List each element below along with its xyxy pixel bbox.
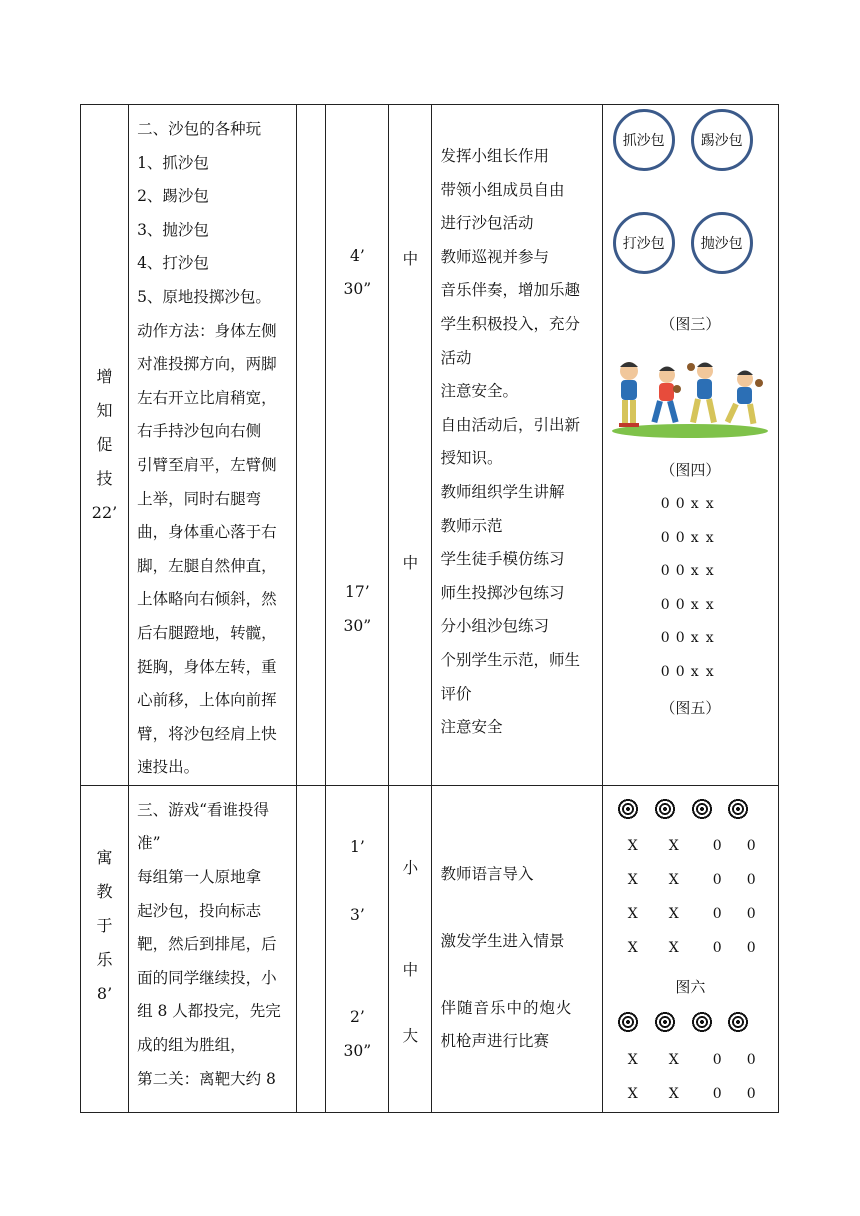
text-line: 心前移，上体向前挥 xyxy=(137,691,277,710)
formation-mark: x xyxy=(690,529,699,546)
time-cell xyxy=(326,785,389,1112)
method-line: 伴随音乐中的炮火 xyxy=(440,998,573,1017)
formation-mark: 0 xyxy=(675,496,685,512)
text-line: 带领小组成员自由 xyxy=(440,180,565,199)
text-line: 分小组沙包练习 xyxy=(440,617,549,636)
team-mark: 0 xyxy=(746,905,756,922)
text-line: 教师组织学生讲解 xyxy=(440,482,565,501)
text-line: 第二关：离靶大约 8 xyxy=(137,1069,276,1088)
intensity-value: 中 xyxy=(402,554,419,572)
content-cell xyxy=(129,105,297,786)
text-line: 后右腿蹬地，转髋， xyxy=(137,623,277,642)
team-mark: X xyxy=(668,837,679,854)
content-text xyxy=(129,786,296,1096)
intensity-value: 大 xyxy=(402,1026,419,1045)
text-line: 活动 xyxy=(440,348,472,367)
text-line: 左右开立比肩稍宽， xyxy=(137,388,277,407)
blank-cell xyxy=(297,105,326,786)
text-line: 5、原地投掷沙包。 xyxy=(137,287,271,306)
text-line: 注意安全。 xyxy=(440,382,518,401)
intensity-value: 小 xyxy=(402,858,419,877)
time-cell xyxy=(326,105,389,786)
team-mark: X xyxy=(627,905,638,922)
stage-cell xyxy=(81,785,129,1112)
formation-mark: x xyxy=(690,664,699,680)
text-line: 2、踢沙包 xyxy=(137,187,209,206)
method-line: 教师语言导入 xyxy=(440,864,534,883)
text-line: 挺胸，身体左转，重 xyxy=(137,657,277,676)
formation-mark: x xyxy=(690,563,699,580)
child-figure xyxy=(651,367,681,424)
intensity-value: 中 xyxy=(402,960,419,979)
team-mark: X xyxy=(668,1085,679,1102)
text-line: 动作方法：身体左侧 xyxy=(137,321,277,340)
formation-row xyxy=(661,597,721,613)
text-line: 学生积极投入，充分 xyxy=(440,314,580,333)
formation-mark: x xyxy=(690,630,699,647)
formation-mark: 0 xyxy=(675,664,685,680)
formation-row xyxy=(661,664,721,680)
text-line: 教师示范 xyxy=(440,516,503,535)
text-line: 脚，左腿自然伸直， xyxy=(137,556,277,575)
method-line: 激发学生进入情景 xyxy=(440,931,565,950)
figure-caption: 图六 xyxy=(675,977,706,996)
text-line: 靶，然后到排尾，后 xyxy=(137,935,277,954)
team-mark: X xyxy=(627,1085,638,1102)
formation-mark: 0 xyxy=(660,496,670,512)
formation-mark: 0 xyxy=(660,529,670,546)
figure-cell xyxy=(602,105,778,786)
team-mark: X xyxy=(627,1051,638,1068)
text-line: 右手持沙包向右侧 xyxy=(137,422,262,441)
target-icon xyxy=(617,1011,639,1033)
formation-mark: 0 xyxy=(660,563,670,580)
formation-mark: 0 xyxy=(660,630,670,647)
content-cell xyxy=(129,785,297,1112)
text-line: 二、沙包的各种玩 xyxy=(137,120,262,138)
child-figure xyxy=(725,371,763,425)
text-line: 起沙包，投向标志 xyxy=(137,901,262,920)
text-line: 评价 xyxy=(440,684,472,703)
target-icon xyxy=(727,1011,749,1033)
content-text xyxy=(129,105,296,785)
text-line: 组 8 人都投完，先完 xyxy=(137,1002,281,1021)
team-mark: 0 xyxy=(712,837,722,854)
target-icon xyxy=(654,1011,676,1033)
text-line: 学生徒手模仿练习 xyxy=(440,550,565,569)
text-line: 授知识。 xyxy=(440,449,503,468)
formation-mark: x xyxy=(705,596,714,613)
formation-mark: x xyxy=(705,630,714,647)
figure-caption: （图四） xyxy=(660,461,721,479)
table-row xyxy=(81,105,779,786)
formation-row xyxy=(661,630,721,646)
stage-char: 22’ xyxy=(91,503,118,522)
blank-cell xyxy=(297,785,326,1112)
lesson-plan-table xyxy=(80,104,779,1113)
method-line: 机枪声进行比赛 xyxy=(440,1031,549,1050)
formation-row xyxy=(661,530,721,546)
text-line: 三、游戏“看谁投得 xyxy=(137,800,269,819)
time-value: 1’ xyxy=(349,837,365,856)
stage-char: 知 xyxy=(96,401,113,420)
text-line: 1、抓沙包 xyxy=(137,153,209,172)
team-mark: 0 xyxy=(712,1051,722,1068)
child-figure xyxy=(687,363,717,424)
circle-grab: 抓沙包 xyxy=(613,109,675,171)
text-line: 注意安全 xyxy=(440,718,503,737)
formation-mark: 0 xyxy=(660,664,670,680)
circle-toss: 抛沙包 xyxy=(691,212,753,274)
intensity-value: 中 xyxy=(402,250,419,268)
team-mark: X xyxy=(668,905,679,922)
team-mark: X xyxy=(627,939,638,956)
text-line: 自由活动后，引出新 xyxy=(440,415,580,434)
text-line: 引臂至肩平，左臂侧 xyxy=(137,455,277,474)
stage-char: 教 xyxy=(96,881,113,901)
method-text xyxy=(432,105,601,745)
team-mark: 0 xyxy=(712,939,722,956)
formation-mark: 0 xyxy=(675,630,685,647)
stage-char: 8’ xyxy=(96,983,113,1003)
stage-char: 于 xyxy=(96,915,113,935)
text-line: 臂，将沙包经肩上快 xyxy=(137,724,277,743)
time-value: 3’ xyxy=(349,905,365,924)
formation-mark: 0 xyxy=(675,529,685,546)
stage-char: 技 xyxy=(96,469,113,488)
team-mark: 0 xyxy=(746,837,756,854)
circle-kick: 踢沙包 xyxy=(691,109,753,171)
text-line: 上体略向右倾斜，然 xyxy=(137,590,277,609)
time-value: 30” xyxy=(343,280,372,298)
team-mark: X xyxy=(668,939,679,956)
stage-char: 促 xyxy=(96,435,113,454)
target-icon xyxy=(727,798,749,820)
stage-char: 乐 xyxy=(96,949,113,969)
text-line: 发挥小组长作用 xyxy=(440,147,549,165)
text-line: 准” xyxy=(137,834,161,853)
target-icon xyxy=(617,798,639,820)
intensity-cell xyxy=(389,785,432,1112)
figure-caption: （图三） xyxy=(660,315,721,333)
intensity-cell xyxy=(389,105,432,786)
team-mark: 0 xyxy=(712,905,722,922)
team-mark: X xyxy=(627,837,638,854)
team-mark: 0 xyxy=(712,871,722,888)
child-figure xyxy=(619,362,639,427)
time-value: 30” xyxy=(343,617,372,635)
formation-mark: 0 xyxy=(660,596,670,613)
text-line: 师生投掷沙包练习 xyxy=(440,583,565,602)
formation-mark: x xyxy=(705,563,714,580)
stage-char: 寓 xyxy=(96,847,113,867)
team-mark: 0 xyxy=(746,1085,756,1102)
formation-mark: x xyxy=(690,596,699,613)
text-line: 成的组为胜组， xyxy=(137,1036,246,1055)
formation-mark: 0 xyxy=(675,563,685,580)
team-mark: 0 xyxy=(746,1051,756,1068)
target-icon xyxy=(654,798,676,820)
text-line: 4、打沙包 xyxy=(137,254,209,273)
time-value: 30” xyxy=(343,1041,372,1060)
team-mark: X xyxy=(627,871,638,888)
formation-mark: 0 xyxy=(675,596,685,613)
table-row xyxy=(81,785,779,1112)
formation-mark: x xyxy=(705,529,714,546)
children-throwing-illustration xyxy=(609,357,771,439)
text-line: 上举，同时右腿弯 xyxy=(137,489,262,508)
text-line: 个别学生示范，师生 xyxy=(440,650,580,669)
target-icon xyxy=(691,1011,713,1033)
team-mark: 0 xyxy=(746,871,756,888)
time-value: 2’ xyxy=(349,1007,365,1026)
text-line: 曲，身体重心落于右 xyxy=(137,523,277,542)
figure-caption: （图五） xyxy=(660,699,721,717)
time-value: 17’ xyxy=(345,583,370,601)
text-line: 进行沙包活动 xyxy=(440,214,534,233)
team-mark: X xyxy=(668,1051,679,1068)
stage-cell xyxy=(81,105,129,786)
team-mark: X xyxy=(668,871,679,888)
circle-hit: 打沙包 xyxy=(613,212,675,274)
text-line: 3、抛沙包 xyxy=(137,220,209,239)
time-value: 4’ xyxy=(349,247,365,265)
text-line: 每组第一人原地拿 xyxy=(137,868,262,887)
formation-mark: x xyxy=(705,664,714,680)
formation-row xyxy=(661,563,721,579)
stage-char: 增 xyxy=(96,367,113,386)
text-line: 速投出。 xyxy=(137,758,200,777)
target-icon xyxy=(691,798,713,820)
team-mark: 0 xyxy=(746,939,756,956)
text-line: 音乐伴奏，增加乐趣 xyxy=(440,281,580,300)
formation-mark: x xyxy=(690,496,699,512)
formation-row xyxy=(661,496,721,512)
method-cell xyxy=(432,785,602,1112)
text-line: 对准投掷方向，两脚 xyxy=(137,355,277,374)
method-cell xyxy=(432,105,602,786)
formation-mark: x xyxy=(705,496,714,512)
text-line: 面的同学继续投，小 xyxy=(137,968,277,987)
figure-cell xyxy=(602,785,778,1112)
text-line: 教师巡视并参与 xyxy=(440,247,549,266)
team-mark: 0 xyxy=(712,1085,722,1102)
